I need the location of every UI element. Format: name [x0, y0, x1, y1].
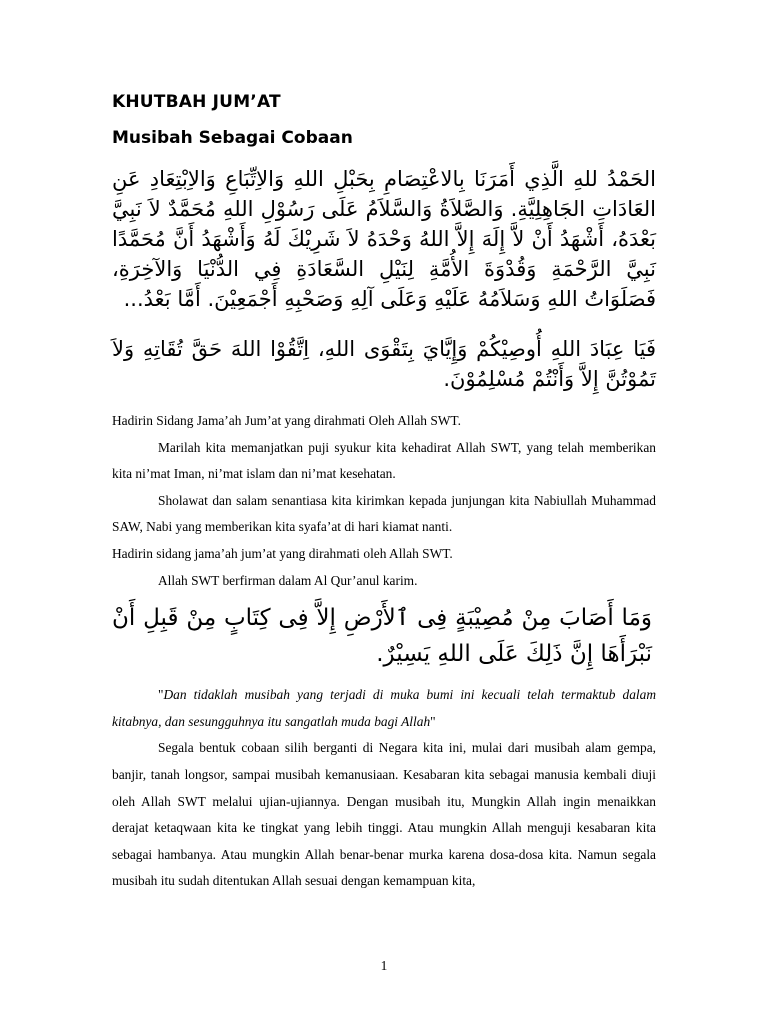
paragraph-trials: Segala bentuk cobaan silih berganti di Negara kita ini, mulai dari musibah alam gempa, banjir, tanah longsor, sampai musibah kemanusiaan. Kesabaran kita sebagai manusia kembali diuji oleh Allah SWT melalui ujian-ujiannya. Dengan musibah itu, Mungkin Allah ingin menaikkan derajat ketaqwaan kita ke tingkat yang lebih tinggi. Atau mungkin Allah menguji kesabaran kita sebagai hambanya. Atau mungkin Allah benar-benar murka karena dosa-dosa kita. Namun segala musibah itu sudah ditentukan Allah sesuai dengan kemampuan kita,	[112, 740, 656, 889]
quote-close-mark: "	[430, 713, 436, 729]
paragraph-greeting: Hadirin Sidang Jama’ah Jum’at yang dirahmati Oleh Allah SWT.	[112, 413, 461, 428]
paragraph-gratitude: Marilah kita memanjatkan puji syukur kita kehadirat Allah SWT, yang telah memberikan kita ni’mat Iman, ni’mat islam dan ni’mat kesehatan.	[112, 439, 656, 482]
arabic-opening-prayer: الحَمْدُ للهِ الَّذِي أَمَرَنَا بِالاعْتِصَامِ بِحَبْلِ اللهِ وَالاِتِّبَاعِ وَالاِبْتِعَادِ عَنِ العَادَاتِ الجَاهِلِيَّةِ. وَالصَّلاَةُ وَالسَّلاَمُ عَلَى رَسُوْلِ اللهِ مُحَمَّدٌ لاَ نَبِيَّ بَعْدَهُ، أَشْهَدُ أَنْ لاَّ إِلَهَ إِلاَّ اللهُ وَحْدَهُ لاَ شَرِيْكَ لَهُ وَأَشْهَدُ أَنَّ مُحَمَّدًا نَبِيَّ الرَّحْمَةِ وَقُدْوَةَ الأُمَّةِ لِنَيْلِ السَّعَادَةِ فِي الدُّنْيَا وَالآخِرَةِ، فَصَلَوَاتُ اللهِ وَسَلاَمُهُ عَلَيْهِ وَعَلَى آلِهِ وَصَحْبِهِ أَجْمَعِيْنَ. أَمَّا بَعْدُ...	[112, 167, 656, 311]
arabic-taqwa-verse: فَيَا عِبَادَ اللهِ أُوصِيْكُمْ وَإِيَّايَ بِتَقْوَى اللهِ، اِتَّقُوْا اللهَ حَقَّ تُقَاتِهِ وَلاَ تَمُوْتُنَّ إِلاَّ وَأَنْتُمْ مُسْلِمُوْنَ.	[112, 337, 656, 391]
verse-translation-text: Dan tidaklah musibah yang terjadi di muka bumi ini kecuali telah termaktub dalam kitabnya, dan sesungguhnya itu sangatlah muda bagi Allah	[112, 687, 656, 729]
document-title: KHUTBAH JUM’AT	[112, 92, 281, 112]
quote-open-mark: "	[158, 687, 164, 703]
page-number: 1	[380, 958, 388, 973]
arabic-quran-verse: وَمَا أَصَابَ مِنْ مُصِيْبَةٍ فِى ٱلأَرْضِ إِلاَّ فِى كِتَابٍ مِنْ قَبِلِ أَنْ نَبْرَأَهَا إِنَّ ذَلِكَ عَلَى اللهِ يَسِيْرٌ.	[112, 605, 652, 668]
document-subtitle: Musibah Sebagai Cobaan	[112, 128, 353, 148]
paragraph-sholawat: Sholawat dan salam senantiasa kita kirimkan kepada junjungan kita Nabiullah Muhammad SAW, Nabi yang memberikan kita syafa’at di hari kiamat nanti.	[112, 492, 656, 535]
paragraph-greeting-2: Hadirin sidang jama’ah jum’at yang dirahmati oleh Allah SWT.	[112, 545, 453, 561]
verse-translation	[112, 682, 656, 735]
paragraph-firman-intro: Allah SWT berfirman dalam Al Qur’anul karim.	[158, 572, 418, 588]
document-page	[112, 92, 656, 895]
